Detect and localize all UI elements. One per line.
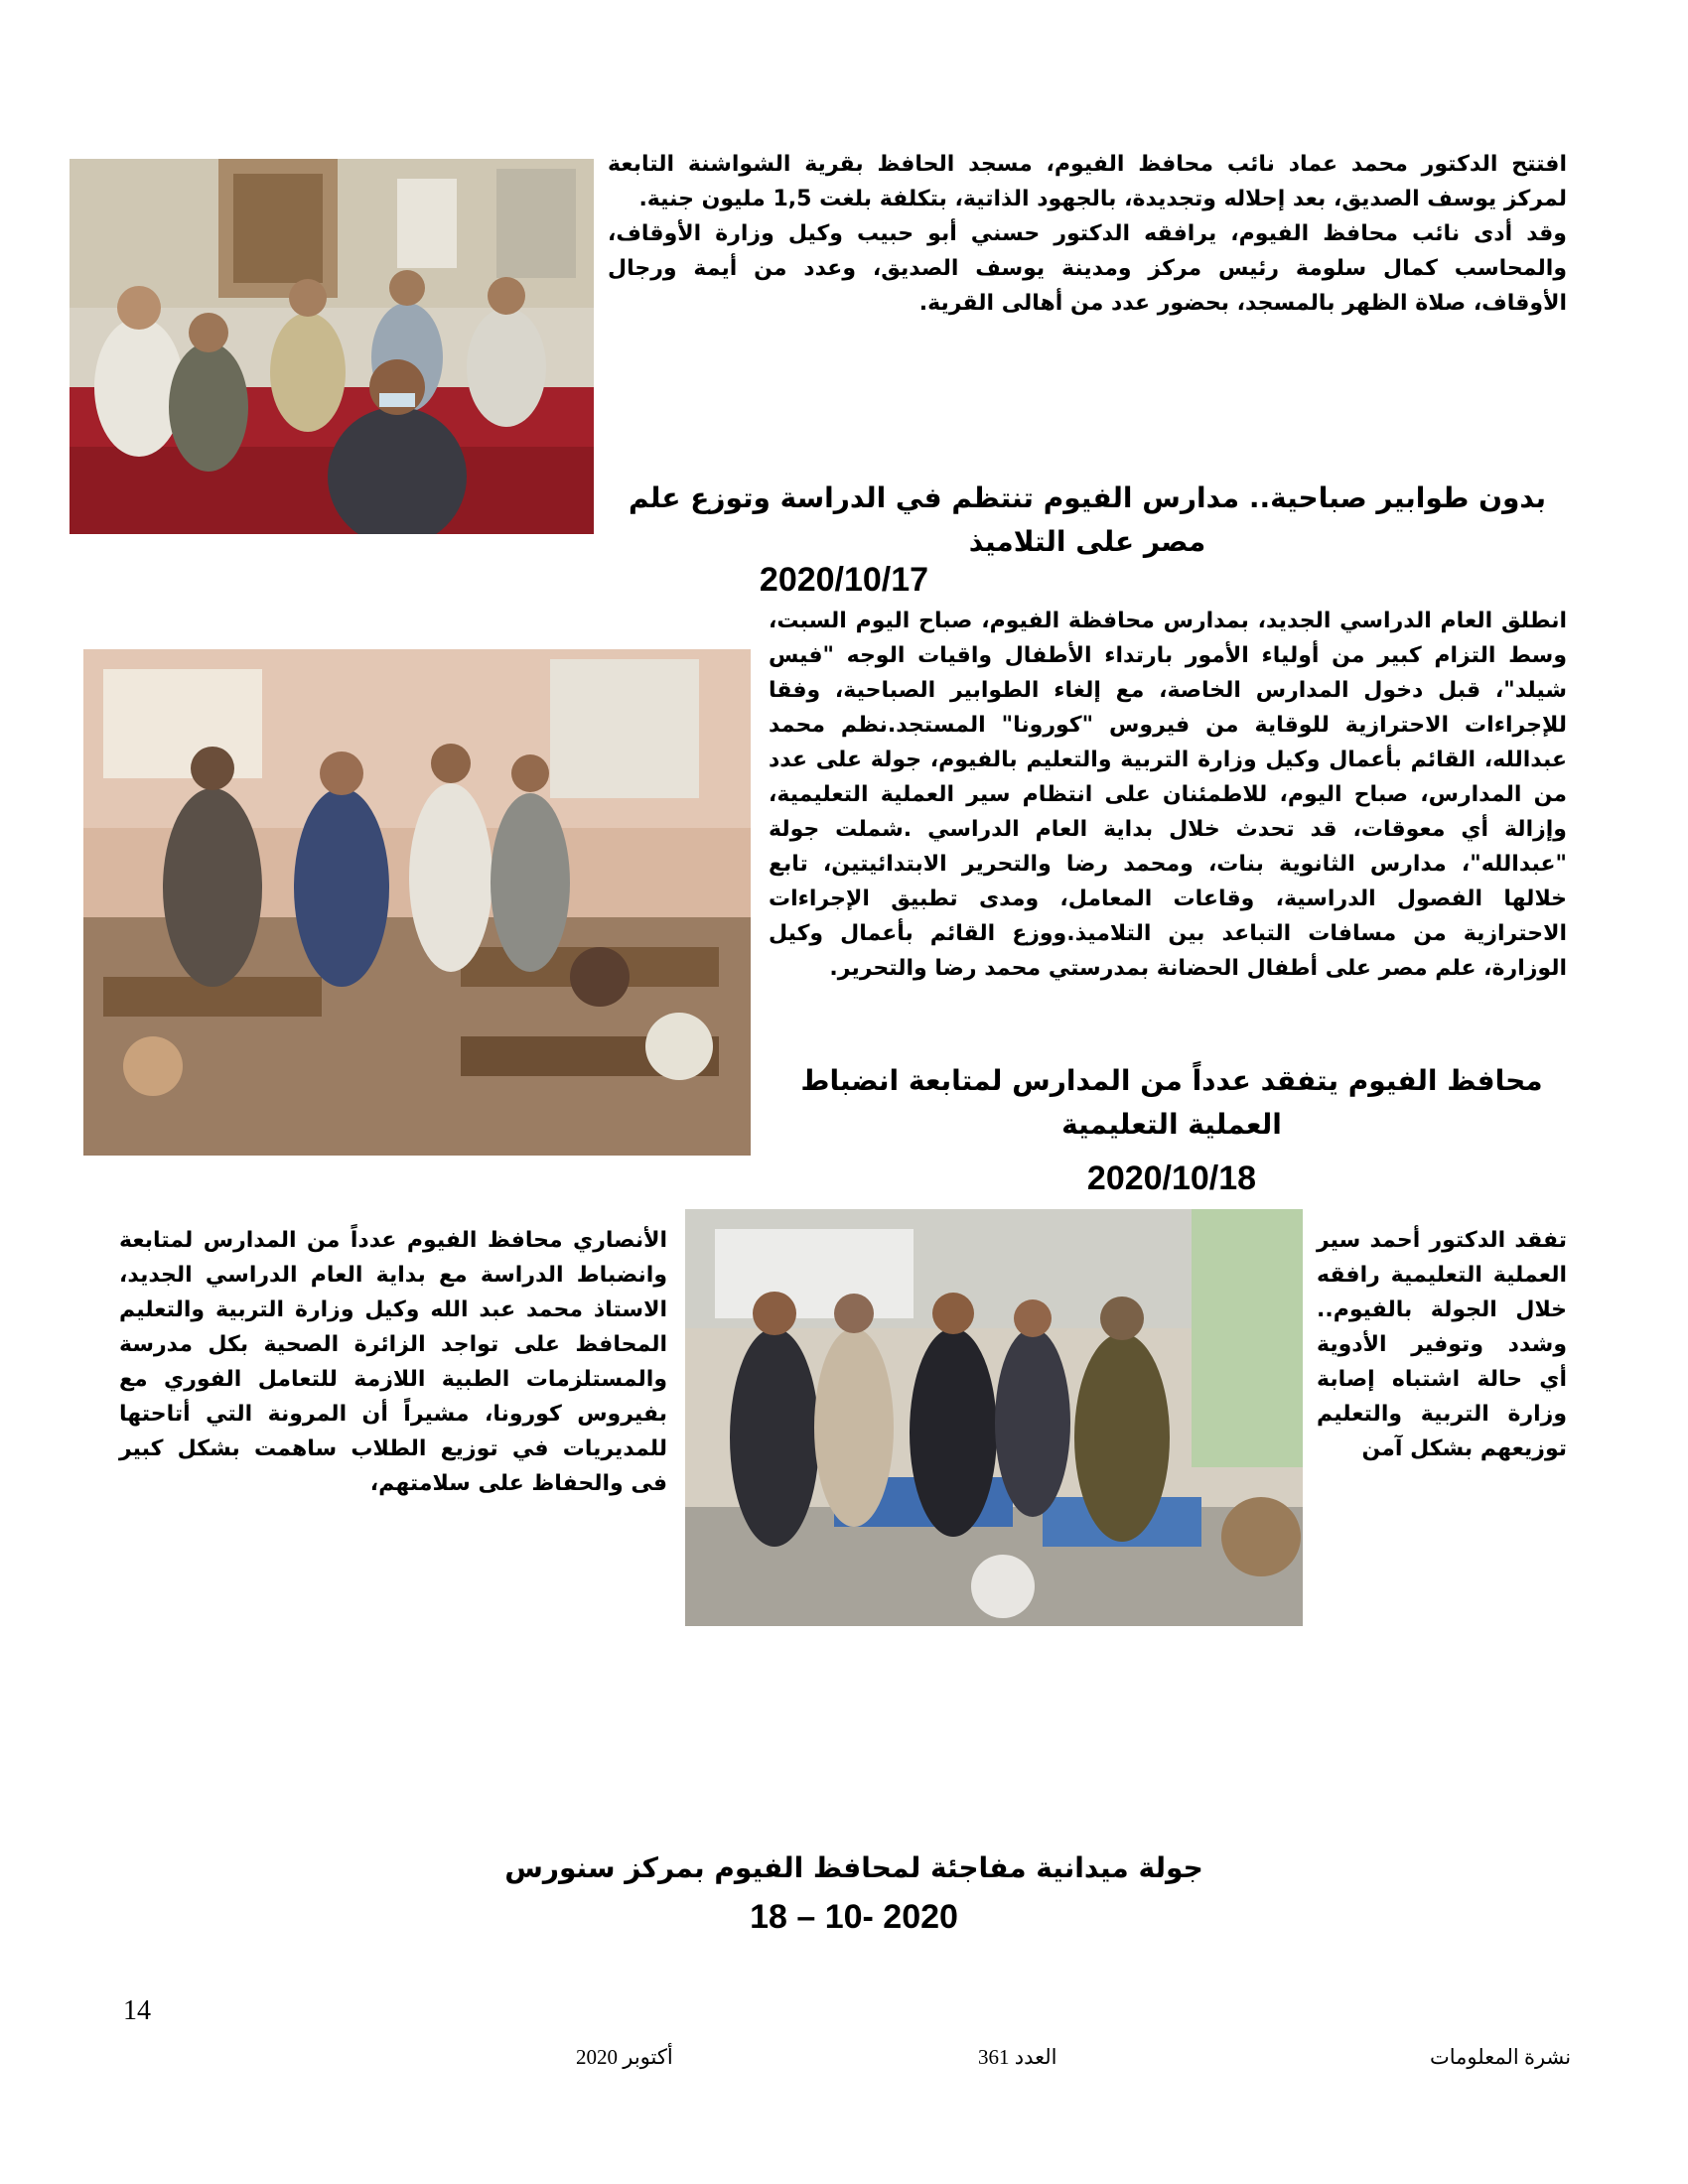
article3-left-column: الأنصاري محافظ الفيوم عدداً من المدارس لمتابعة وانضباط الدراسة مع بداية العام الدراسي الجديد، الاستاذ محمد عبد الله وكيل وزارة التربية والتعليم المحافظ على تواجد الزائرة الصحية بكل مدرسة والمستلزمات الطبية اللازمة للتعامل الفوري مع بفيروس كورونا، مشيراً أن المرونة التي أتاحتها للمديريات في توزيع الطلاب ساهمت بشكل كبير فى والحفاظ على سلامتهم، [119,1228,667,1496]
footer-month: أكتوبر 2020 [576,2045,673,2069]
article1-paragraph1: افتتح الدكتور محمد عماد نائب محافظ الفيوم، مسجد الحافظ بقرية الشواشنة التابعة لمركز يوسف الصديق، بعد إحلاله وتجديدة، بالجهود الذاتية، بتكلفة بلغت 1,5 مليون جنية. [608,152,1567,211]
governor-visit-photo [685,1209,1303,1626]
mosque-photo [70,159,594,534]
article4-date: 18 – 10- 2020 [750,1898,958,1936]
footer-publication: نشرة المعلومات [1430,2045,1572,2069]
classroom-photo [83,649,751,1156]
governor-visit-photo-illustration [685,1209,1303,1626]
article2-headline: بدون طوابير صباحية.. مدارس الفيوم تنتظم في الدراسة وتوزع علم مصر على التلاميذ [628,481,1547,558]
footer-issue: العدد 361 [978,2045,1057,2069]
article3-headline: محافظ الفيوم يتفقد عدداً من المدارس لمتابعة انضباط العملية التعليمية [800,1064,1543,1141]
page-number: 14 [123,1995,151,2026]
article4-headline: جولة ميدانية مفاجئة لمحافظ الفيوم بمركز سنورس [504,1851,1203,1884]
article2-date: 2020/10/17 [759,561,929,599]
classroom-photo-illustration [83,649,751,1156]
article3-right-column: تفقد الدكتور أحمد سير العملية التعليمية رافقه خلال الجولة بالفيوم.. وشدد وتوفير الأدوية أي حالة اشتباه إصابة وزارة التربية والتعليم توزيعهم بشكل آمن [1317,1228,1567,1461]
article2-body: انطلق العام الدراسي الجديد، بمدارس محافظة الفيوم، صباح اليوم السبت، وسط التزام كبير من أولياء الأمور بارتداء الأطفال واقيات الوجه "فيس شيلد"، قبل دخول المدارس الخاصة، مع إلغاء الطوابير الصباحية، وفقا للإجراءات الاحترازية للوقاية من فيروس "كورونا" المستجد.نظم محمد عبدالله، القائم بأعمال وكيل وزارة التربية والتعليم بالفيوم، جولة على عدد من المدارس، صباح اليوم، للاطمئنان على انتظام سير العملية التعليمية، وإزالة أي معوقات، قد تحدث خلال بداية العام الدراسي .شملت جولة "عبدالله"، مدارس الثانوية بنات، ومحمد رضا والتحرير الابتدائيتين، تابع خلالها الفصول الدراسية، وقاعات المعامل، ومدى تطبيق الإجراءات الاحترازية من مسافات التباعد بين التلاميذ.ووزع القائم بأعمال وكيل الوزارة، علم مصر على أطفال الحضانة بمدرستي محمد رضا والتحرير. [769,609,1567,981]
article3-date: 2020/10/18 [1086,1160,1257,1197]
article1-paragraph2: وقد أدى نائب محافظ الفيوم، يرافقه الدكتور حسني أبو حبيب وكيل وزارة الأوقاف، والمحاسب كمال سلومة رئيس مركز ومدينة يوسف الصديق، وعدد من أيمة ورجال الأوقاف، صلاة الظهر بالمسجد، بحضور عدد من أهالى القرية. [608,221,1567,316]
mosque-photo-illustration [70,159,594,534]
